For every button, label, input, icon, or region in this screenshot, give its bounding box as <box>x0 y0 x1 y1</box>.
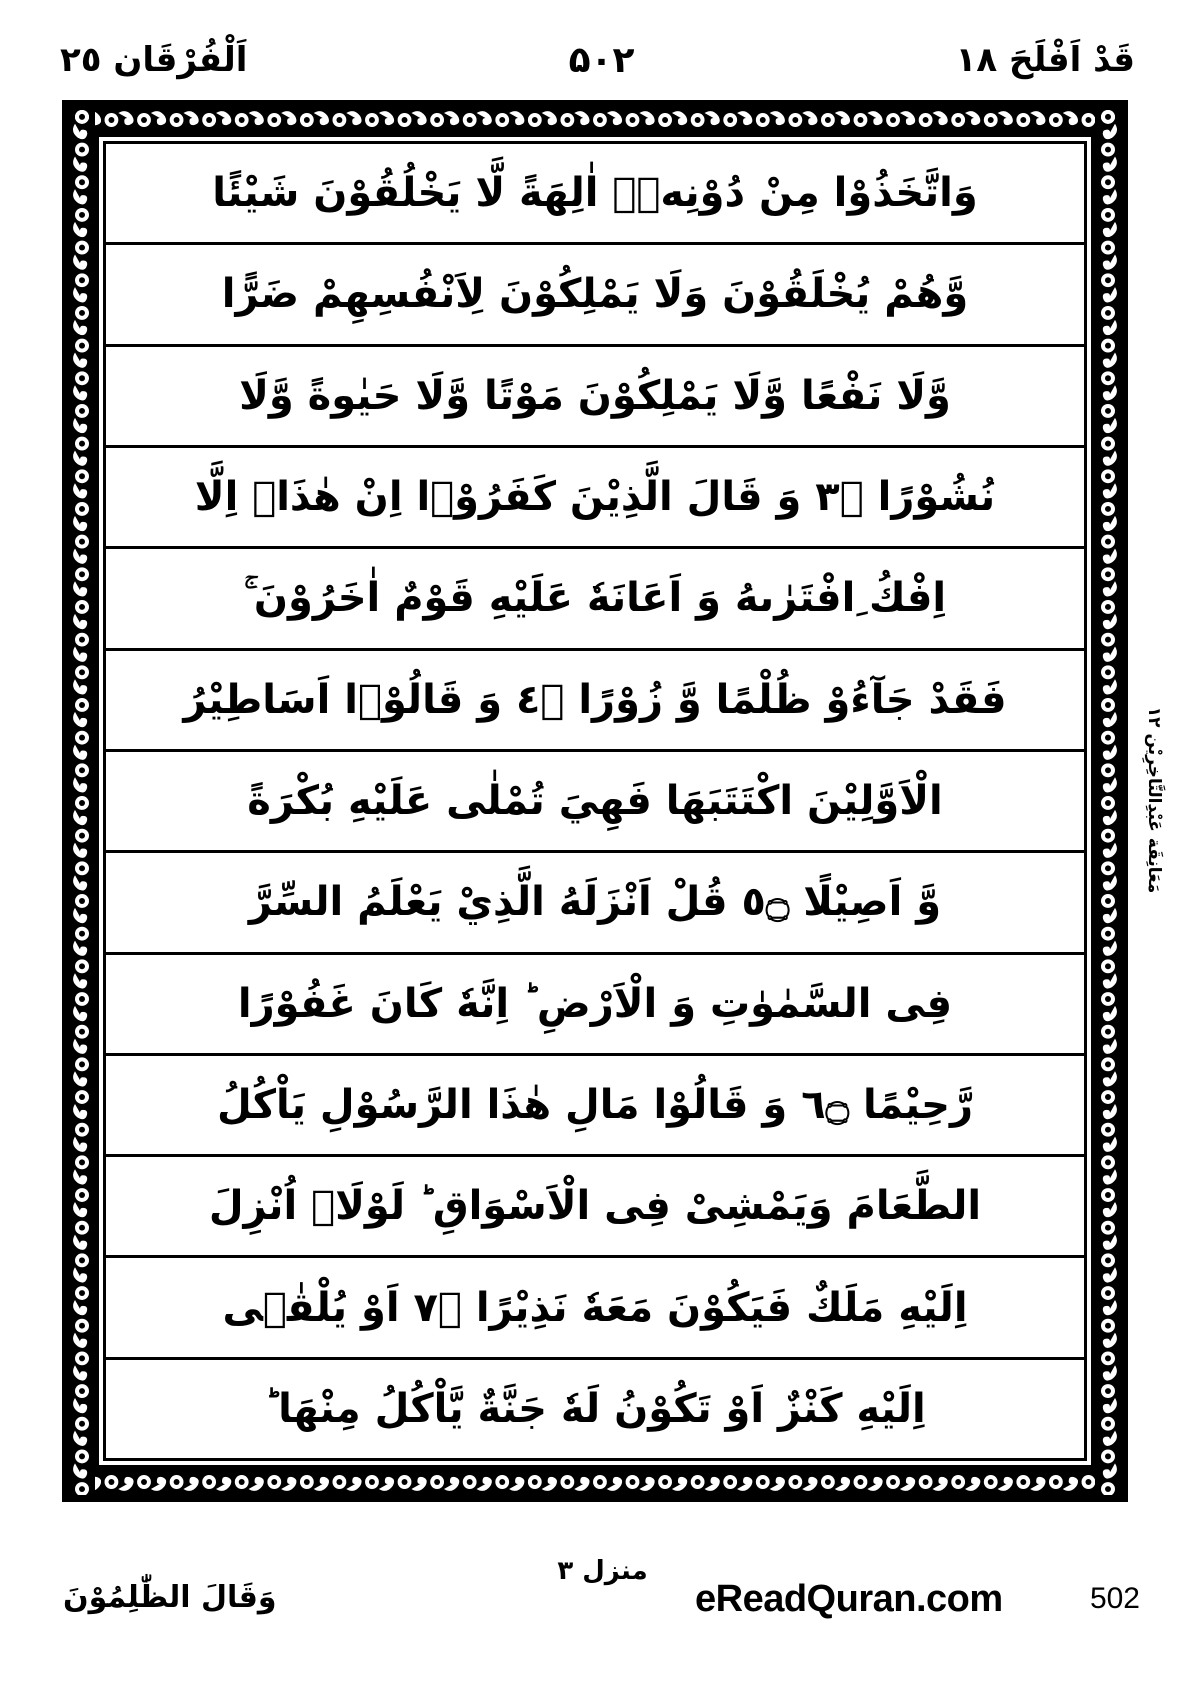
ayah-line-text: رَّحِيْمًا ۝٦ وَ قَالُوْا مَالِ هٰذَا الرَّسُوْلِ يَاْكُلُ <box>216 1081 973 1128</box>
ornament-scroll-icon <box>1095 107 1121 1495</box>
header-surah-label: اَلْفُرْقَان ٢٥ <box>60 40 248 81</box>
side-margin-note <box>1132 640 1176 960</box>
ornament-band-bottom <box>69 1469 1121 1495</box>
ayah-line-text: نُشُوْرًا ۝٣ وَ قَالَ الَّذِيْنَ كَفَرُوْۤا اِنْ هٰذَاۤ اِلَّا <box>194 474 996 521</box>
ayah-line-text: وَاتَّخَذُوْا مِنْ دُوْنِهٖۤ اٰلِهَةً لَّا يَخْلُقُوْنَ شَيْئًا <box>212 170 978 217</box>
ayah-line-text: اِلَيْهِ مَلَكٌ فَيَكُوْنَ مَعَهٗ نَذِيْرًا ۝٧ اَوْ يُلْقٰۤى <box>222 1284 968 1331</box>
ayah-line <box>106 144 1084 245</box>
footer-brand-text: eReadQuran.com <box>695 1578 1003 1620</box>
ayah-line <box>106 651 1084 752</box>
ornament-band-right <box>1095 107 1121 1495</box>
footer-catchword: وَقَالَ الظّٰلِمُوْنَ <box>63 1580 277 1615</box>
ayah-line <box>106 853 1084 954</box>
ornament-scroll-icon <box>69 107 1121 133</box>
ayah-line-text: فِى السَّمٰوٰتِ وَ الْاَرْضِ ؕ اِنَّهٗ كَانَ غَفُوْرًا <box>237 980 953 1027</box>
footer-page-number: 502 <box>1089 1582 1140 1615</box>
ayah-line <box>106 955 1084 1056</box>
footer-manzil-label: منزل ٣ <box>557 1556 648 1586</box>
ayah-line <box>106 752 1084 853</box>
ayah-line <box>106 1258 1084 1359</box>
ayah-line-text: وَّ اَصِيْلًا ۝٥ قُلْ اَنْزَلَهُ الَّذِيْ يَعْلَمُ السِّرَّ <box>248 879 942 926</box>
ayah-line <box>106 1056 1084 1157</box>
ayah-line <box>106 1157 1084 1258</box>
ayah-line <box>106 448 1084 549</box>
ayah-line <box>106 549 1084 650</box>
page-border-frame <box>62 100 1128 1502</box>
ayah-line <box>106 245 1084 346</box>
ornament-band-left <box>69 107 95 1495</box>
ayah-line-text: وَّلَا نَفْعًا وَّلَا يَمْلِكُوْنَ مَوْتًا وَّلَا حَيٰوةً وَّلَا <box>239 372 951 419</box>
ayah-line-text: وَّهُمْ يُخْلَقُوْنَ وَلَا يَمْلِكُوْنَ لِاَنْفُسِهِمْ ضَرًّا <box>221 271 969 318</box>
ayah-line-text: فَقَدْ جَآءُوْ ظُلْمًا وَّ زُوْرًا ۝٤ وَ قَالُوْۤا اَسَاطِيْرُ <box>183 676 1007 723</box>
ornament-band-top <box>69 107 1121 133</box>
ayah-line <box>106 347 1084 448</box>
ayah-line-text: الْاَوَّلِيْنَ اكْتَتَبَهَا فَهِيَ تُمْلٰى عَلَيْهِ بُكْرَةً <box>247 778 943 825</box>
ayah-line-text: اِفْكُ ِافْتَرٰىهُ وَ اَعَانَهٗ عَلَيْهِ قَوْمٌ اٰخَرُوْنَ ۚ <box>243 575 947 622</box>
page-header <box>60 30 1135 92</box>
side-margin-note-text: مَعَانِقَة عَبْدِالتَّاخِرِيْن ١٢ <box>1144 706 1165 894</box>
ayah-line <box>106 1360 1084 1458</box>
header-page-number: ۵۰۲ <box>568 40 635 82</box>
ayah-lines-container <box>103 141 1087 1461</box>
ayah-line-text: الطَّعَامَ وَيَمْشِىْ فِى الْاَسْوَاقِ ؕ لَوْلَاۤ اُنْزِلَ <box>208 1183 982 1230</box>
ornament-scroll-icon <box>69 1469 1121 1495</box>
header-juz-label: قَدْ اَفْلَحَ ١٨ <box>955 40 1135 81</box>
page-footer <box>55 1530 1150 1650</box>
ornament-scroll-icon <box>69 107 95 1495</box>
ayah-line-text: اِلَيْهِ كَنْزٌ اَوْ تَكُوْنُ لَهٗ جَنَّةٌ يَّاْكُلُ مِنْهَا ؕ <box>264 1385 926 1432</box>
